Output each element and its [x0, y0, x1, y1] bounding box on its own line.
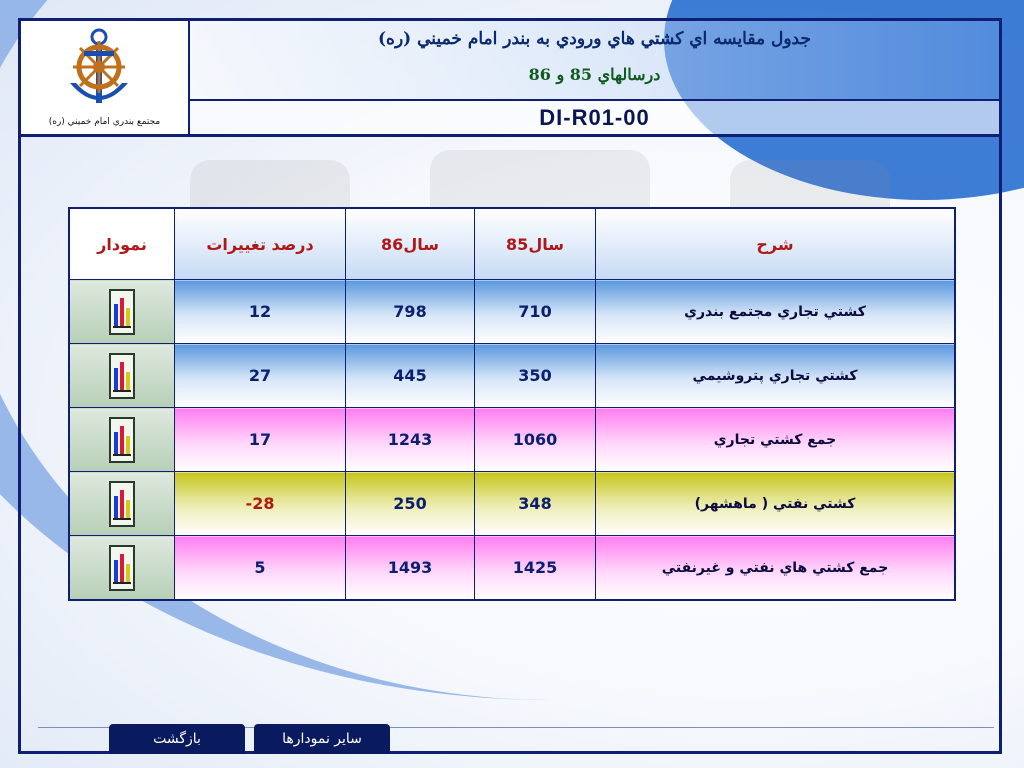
table-header-row: [69, 208, 955, 280]
change-cell: 5: [175, 536, 346, 600]
chart-cell: [69, 344, 175, 408]
change-cell: 17: [175, 408, 346, 472]
chart-button[interactable]: [109, 353, 135, 399]
chart-button[interactable]: [109, 481, 135, 527]
chart-cell: [69, 408, 175, 472]
doc-code: DI-R01-00: [539, 105, 650, 130]
title-cell: [190, 21, 999, 101]
table-row: [69, 280, 955, 344]
year86-cell: 1493: [346, 536, 475, 600]
header-year85: سال85: [475, 208, 596, 280]
bar-chart-icon: [113, 294, 131, 330]
logo-caption: مجتمع بندري امام خميني (ره): [48, 117, 161, 127]
chart-cell: [69, 280, 175, 344]
chart-button[interactable]: [109, 289, 135, 335]
year85-cell: 1060: [475, 408, 596, 472]
year86-cell: 445: [346, 344, 475, 408]
bar-chart-icon: [113, 486, 131, 522]
description-cell: جمع كشتي تجاري: [596, 408, 956, 472]
comparison-table: [68, 207, 956, 601]
other-charts-button[interactable]: ساير نمودارها: [254, 724, 390, 754]
description-cell: كشتي تجاري مجتمع بندري: [596, 280, 956, 344]
header-change-percent: درصد تغييرات: [175, 208, 346, 280]
year86-cell: 1243: [346, 408, 475, 472]
doc-code-cell: [190, 101, 999, 134]
header-year86: سال86: [346, 208, 475, 280]
year86-cell: 798: [346, 280, 475, 344]
header: [21, 21, 999, 137]
chart-cell: [69, 472, 175, 536]
change-cell: -28: [175, 472, 346, 536]
year85-cell: 1425: [475, 536, 596, 600]
header-chart: نمودار: [69, 208, 175, 280]
bar-chart-icon: [113, 358, 131, 394]
change-cell: 12: [175, 280, 346, 344]
year86-cell: 250: [346, 472, 475, 536]
anchor-wheel-logo-icon: [64, 25, 134, 117]
page-subtitle: درسالهاي 85 و 86: [528, 65, 661, 84]
year85-cell: 350: [475, 344, 596, 408]
page-title: جدول مقايسه اي كشتي هاي ورودي به بندر امام خميني (ره): [378, 29, 811, 49]
header-description: شرح: [596, 208, 956, 280]
table-row: [69, 536, 955, 600]
description-cell: كشتي نفتي ( ماهشهر): [596, 472, 956, 536]
chart-cell: [69, 536, 175, 600]
chart-button[interactable]: [109, 417, 135, 463]
bar-chart-icon: [113, 422, 131, 458]
table-row: [69, 408, 955, 472]
change-cell: 27: [175, 344, 346, 408]
description-cell: جمع كشتي هاي نفتي و غيرنفتي: [596, 536, 956, 600]
table-row: [69, 472, 955, 536]
back-button[interactable]: بازگشت: [109, 724, 245, 754]
description-cell: كشتي تجاري پتروشيمي: [596, 344, 956, 408]
table-row: [69, 344, 955, 408]
year85-cell: 348: [475, 472, 596, 536]
logo-cell: [21, 21, 190, 134]
year85-cell: 710: [475, 280, 596, 344]
bar-chart-icon: [113, 550, 131, 586]
chart-button[interactable]: [109, 545, 135, 591]
